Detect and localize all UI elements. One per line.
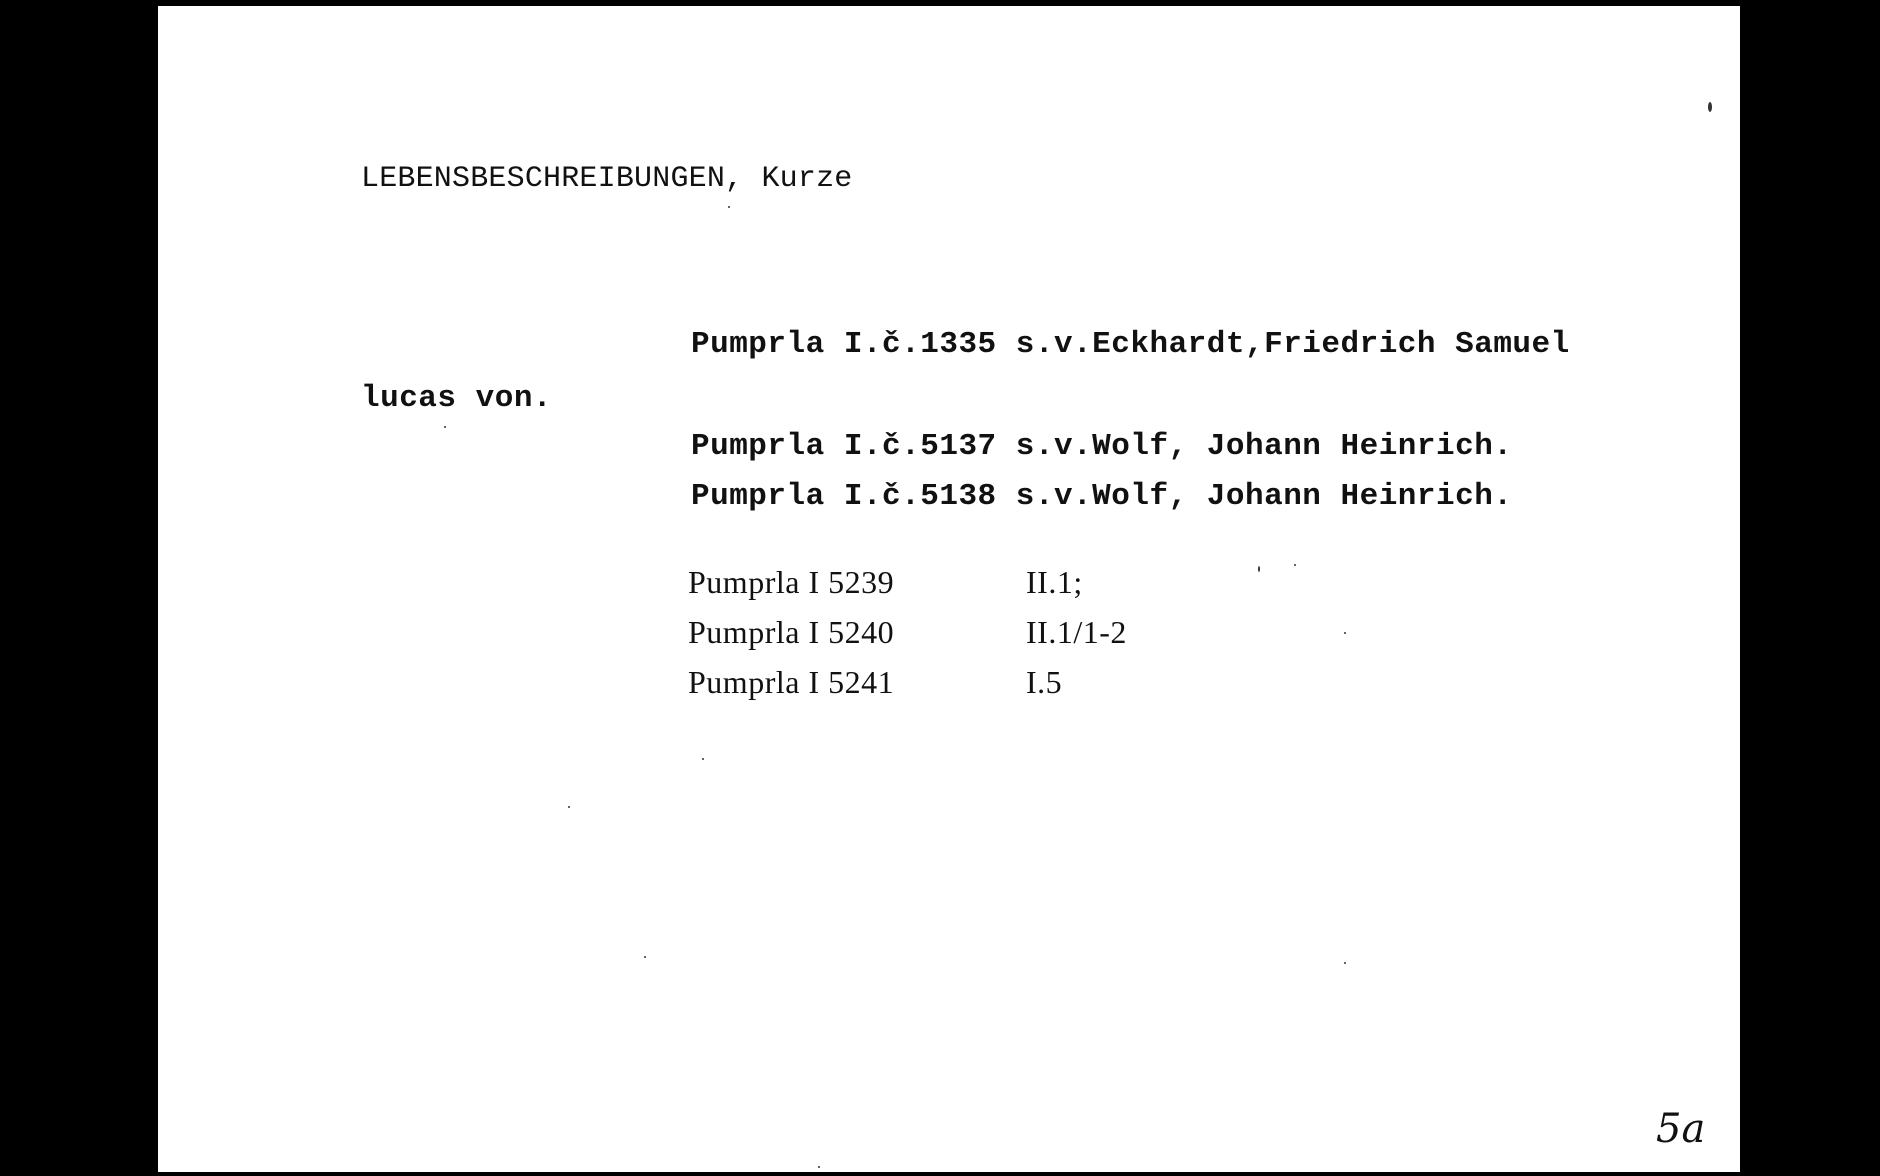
- scan-speck: [444, 426, 446, 428]
- index-card: [158, 6, 1740, 1172]
- entry-5240-ref: Pumprla I 5240: [688, 614, 895, 650]
- card-heading: LEBENSBESCHREIBUNGEN, Kurze: [361, 162, 853, 196]
- entry-wolf-5138: Pumprla I.č.5138 s.v.Wolf, Johann Heinrich.: [691, 479, 1513, 514]
- entry-5239-location: II.1;: [1026, 564, 1083, 600]
- entry-wolf-5137: Pumprla I.č.5137 s.v.Wolf, Johann Heinrich.: [691, 429, 1513, 464]
- scan-speck: [644, 956, 646, 958]
- entry-5241-location: I.5: [1026, 664, 1063, 700]
- entry-eckhardt-continued: lucas von.: [361, 381, 553, 416]
- entry-5241-ref: Pumprla I 5241: [688, 664, 895, 700]
- handwritten-card-number: 5a: [1656, 1106, 1706, 1152]
- scan-speck: [1258, 566, 1260, 572]
- scan-speck: [1708, 102, 1712, 112]
- scan-speck: [1344, 962, 1346, 964]
- scan-speck: [818, 1166, 820, 1168]
- scan-speck: [1294, 564, 1296, 566]
- entry-5239-ref: Pumprla I 5239: [688, 564, 895, 600]
- entry-eckhardt: Pumprla I.č.1335 s.v.Eckhardt,Friedrich Samuel: [691, 327, 1570, 362]
- scan-speck: [702, 758, 704, 760]
- entry-5240-location: II.1/1-2: [1026, 614, 1127, 650]
- scan-speck: [568, 806, 570, 808]
- scan-speck: [728, 206, 730, 208]
- scan-speck: [1344, 632, 1346, 634]
